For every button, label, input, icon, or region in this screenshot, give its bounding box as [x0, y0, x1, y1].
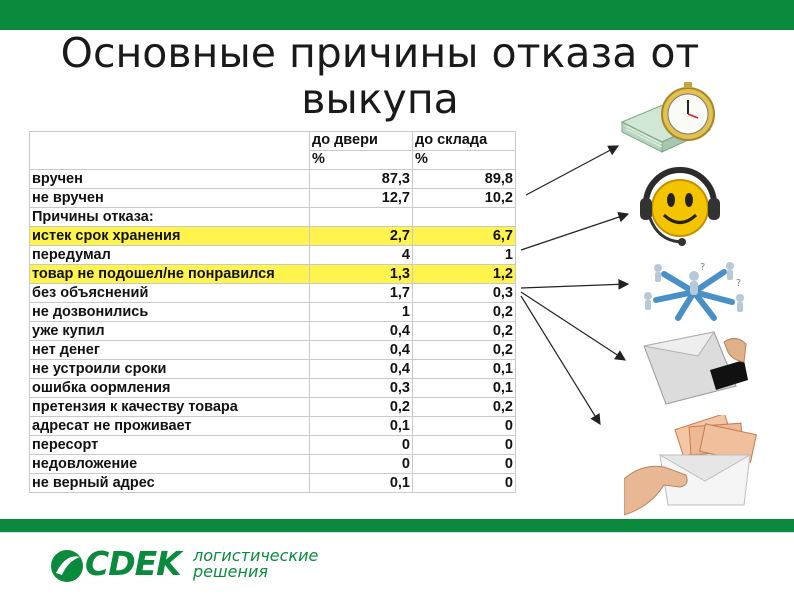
- row-warehouse-value: 0,2: [413, 322, 516, 341]
- logo-tagline: [193, 548, 318, 580]
- row-door-value: 4: [310, 246, 413, 265]
- row-label: истек срок хранения: [30, 227, 310, 246]
- people-network-image: [634, 256, 754, 326]
- row-label: ошибка оормления: [30, 379, 310, 398]
- money-stopwatch-image: [618, 80, 728, 158]
- row-label: адресат не проживает: [30, 417, 310, 436]
- row-warehouse-value: 6,7: [413, 227, 516, 246]
- arrow-to-banknotes: [521, 296, 600, 424]
- arrow-to-money: [526, 146, 618, 195]
- row-label: Причины отказа:: [30, 208, 310, 227]
- row-label: пересорт: [30, 436, 310, 455]
- row-warehouse-value: 0,2: [413, 303, 516, 322]
- row-door-value: 0,2: [310, 398, 413, 417]
- row-door-value: 2,7: [310, 227, 413, 246]
- row-label: не дозвонились: [30, 303, 310, 322]
- row-door-value: 1,7: [310, 284, 413, 303]
- row-warehouse-value: 0: [413, 455, 516, 474]
- footer-line: [0, 532, 794, 533]
- row-warehouse-value: 10,2: [413, 189, 516, 208]
- arrow-to-network: [521, 284, 628, 288]
- row-label: недовложение: [30, 455, 310, 474]
- row-door-value: 0,4: [310, 360, 413, 379]
- row-warehouse-value: 89,8: [413, 170, 516, 189]
- row-label: уже купил: [30, 322, 310, 341]
- row-door-value: 0: [310, 455, 413, 474]
- row-label: не устроили сроки: [30, 360, 310, 379]
- envelope-package-image: [640, 330, 750, 410]
- row-label: не вручен: [30, 189, 310, 208]
- logo-tagline-1: логистические: [193, 546, 319, 565]
- logo-brand: CDEK: [85, 544, 181, 583]
- row-label: не верный адрес: [30, 474, 310, 493]
- row-warehouse-value: 0: [413, 474, 516, 493]
- title-line-2: выкупа: [301, 75, 459, 123]
- row-label: вручен: [30, 170, 310, 189]
- row-warehouse-value: 0: [413, 436, 516, 455]
- title-line-1: Основные причины отказа от: [60, 29, 700, 77]
- row-warehouse-value: 0,1: [413, 379, 516, 398]
- row-label: без объяснений: [30, 284, 310, 303]
- row-door-value: 1: [310, 303, 413, 322]
- svg-text:?: ?: [700, 262, 706, 273]
- row-door-value: 0,1: [310, 417, 413, 436]
- smiley-headset-image: [636, 160, 724, 252]
- row-warehouse-value: 0,1: [413, 360, 516, 379]
- arrow-to-envelope: [521, 292, 625, 360]
- header-door: до двери: [310, 132, 413, 151]
- logo-tagline-2: решения: [193, 562, 268, 581]
- row-warehouse-value: 0,2: [413, 398, 516, 417]
- row-label: претензия к качеству товара: [30, 398, 310, 417]
- row-door-value: 0,4: [310, 341, 413, 360]
- banknotes-envelope-image: [624, 415, 760, 517]
- header-door-unit: %: [310, 151, 413, 170]
- row-door-value: 1,3: [310, 265, 413, 284]
- arrow-to-smiley: [521, 214, 628, 250]
- row-warehouse-value: 0,3: [413, 284, 516, 303]
- row-warehouse-value: 0,2: [413, 341, 516, 360]
- header-warehouse-unit: %: [413, 151, 516, 170]
- row-label: нет денег: [30, 341, 310, 360]
- row-door-value: 12,7: [310, 189, 413, 208]
- cdek-logo-icon: [50, 549, 84, 583]
- row-warehouse-value: 0: [413, 417, 516, 436]
- row-door-value: 0,1: [310, 474, 413, 493]
- footer-divider-bar: [0, 519, 794, 532]
- row-warehouse-value: 1: [413, 246, 516, 265]
- row-warehouse-value: 1,2: [413, 265, 516, 284]
- header-warehouse: до склада: [413, 132, 516, 151]
- svg-text:?: ?: [736, 278, 742, 289]
- row-door-value: 0,4: [310, 322, 413, 341]
- row-label: товар не подошел/не понравился: [30, 265, 310, 284]
- row-label: передумал: [30, 246, 310, 265]
- row-door-value: 87,3: [310, 170, 413, 189]
- row-door-value: 0,3: [310, 379, 413, 398]
- row-door-value: 0: [310, 436, 413, 455]
